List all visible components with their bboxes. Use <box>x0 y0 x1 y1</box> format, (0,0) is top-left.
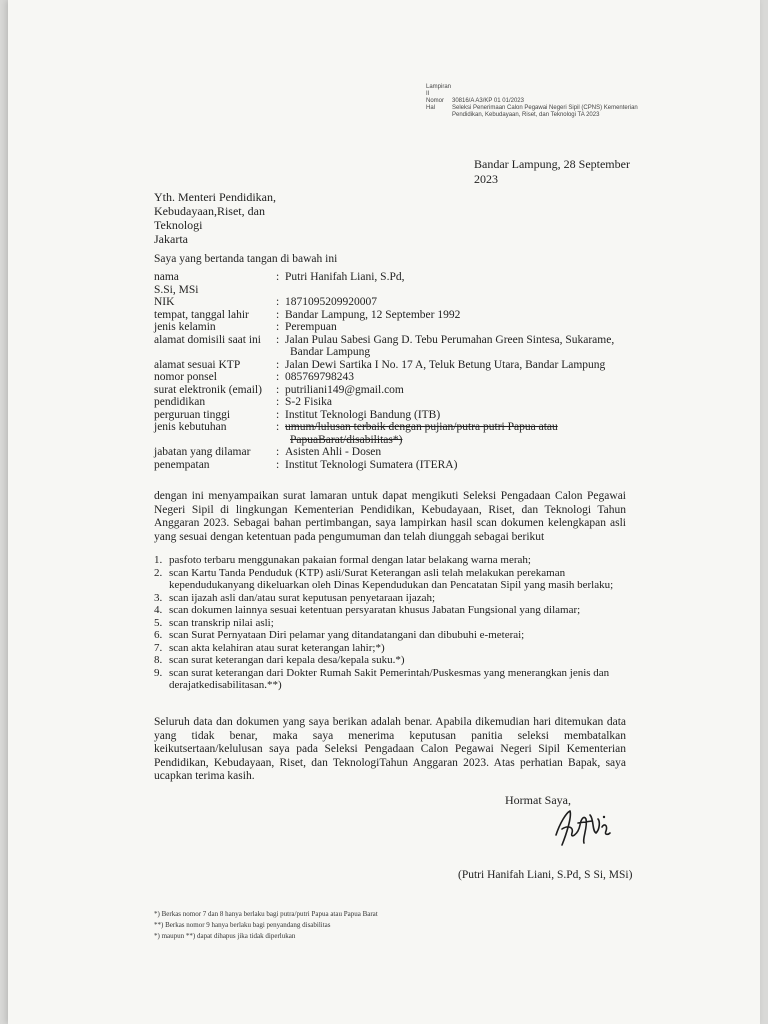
field-label: tempat, tanggal lahir <box>154 308 249 321</box>
field-value: S-2 Fisika <box>285 396 332 408</box>
field-value: 085769798243 <box>285 371 354 383</box>
field-colon: : <box>276 358 280 371</box>
list-number: 2. <box>154 566 163 579</box>
field-label <box>154 346 276 359</box>
field-label: alamat sesuai KTP <box>154 358 241 371</box>
list-number: 8. <box>154 654 163 666</box>
place-date: Bandar Lampung, 28 September 2023 <box>474 157 630 186</box>
field-label: jabatan yang dilamar <box>154 446 251 458</box>
document-list <box>154 554 624 692</box>
list-text: scan surat keterangan dari kepala desa/kepala suku.*) <box>169 654 405 666</box>
field-colon: : <box>276 383 280 396</box>
field-value: Asisten Ahli - Dosen <box>285 446 382 458</box>
list-item <box>154 617 624 630</box>
field-row <box>154 434 624 447</box>
addressee-line: Teknologi <box>154 218 203 232</box>
list-number: 6. <box>154 629 163 641</box>
addressee-line: Kebudayaan,Riset, dan <box>154 204 265 218</box>
list-number: 4. <box>154 604 163 616</box>
list-text: scan Surat Pernyataan Diri pelamar yang ditandatangani dan dibubuhi e-meterai; <box>169 629 525 641</box>
field-label: jenis kelamin <box>154 321 216 333</box>
footnote: *) maupun **) dapat dihapus jika tidak diperlukan <box>154 932 296 940</box>
list-text: scan akta kelahiran atau surat keterangan lahir;*) <box>169 641 385 654</box>
field-label: pendidikan <box>154 396 206 408</box>
footnotes <box>154 909 484 942</box>
field-row <box>154 271 624 284</box>
field-value <box>285 284 624 297</box>
field-colon: : <box>276 446 280 458</box>
field-label: jenis kebutuhan <box>154 421 227 433</box>
list-text: scan surat keterangan dari Dokter Rumah Sakit Pemerintah/Puskesmas yang menerangkan jenis dan derajatkedisabilitasan.**) <box>169 666 610 691</box>
field-value: Institut Teknologi Sumatera (ITERA) <box>285 458 458 471</box>
lampiran-row <box>426 98 652 105</box>
field-value: Institut Teknologi Bandung (ITB) <box>285 408 441 421</box>
lampiran-row <box>426 105 652 119</box>
field-colon: : <box>276 421 280 433</box>
letter-page <box>8 0 760 1024</box>
signer-name: (Putri Hanifah Liani, S.Pd, S Si, MSi) <box>458 869 633 881</box>
field-colon: : <box>276 296 280 308</box>
field-row <box>154 384 624 397</box>
field-row <box>154 309 624 322</box>
field-label <box>154 434 276 447</box>
field-label: perguruan tinggi <box>154 408 231 421</box>
field-colon <box>276 346 285 359</box>
list-number: 7. <box>154 641 163 654</box>
field-label: alamat domisili saat ini <box>154 333 261 346</box>
field-label: nama <box>154 271 179 283</box>
handwritten-signature <box>548 805 614 854</box>
lampiran-value: 30816/A A3/KP 01 01/2023 <box>452 98 524 104</box>
lampiran-block <box>426 84 652 119</box>
lampiran-row <box>426 84 652 98</box>
hormat-text: Hormat Saya, <box>505 793 571 807</box>
field-value: Putri Hanifah Liani, S.Pd, <box>285 271 405 283</box>
field-row <box>154 334 624 347</box>
field-label: nomor ponsel <box>154 371 217 383</box>
field-row <box>154 296 624 309</box>
list-text: scan transkrip nilai asli; <box>169 616 274 629</box>
field-label: penempatan <box>154 458 210 471</box>
list-number: 1. <box>154 554 163 566</box>
list-number: 5. <box>154 616 163 629</box>
field-value: 1871095209920007 <box>285 296 377 308</box>
field-value: Jalan Pulau Sabesi Gang D. Tebu Perumahan Green Sintesa, Sukarame, <box>285 333 615 346</box>
lampiran-key: Nomor <box>426 98 445 104</box>
footnote: **) Berkas nomor 9 hanya berlaku bagi penyandang disabilitas <box>154 921 331 929</box>
field-colon: : <box>276 321 280 333</box>
closing-paragraph: Seluruh data dan dokumen yang saya berikan adalah benar. Apabila dikemudian hari ditemukan data yang tidak benar, maka saya menerima keputusan panitia seleksi membatalkan keikutsertaan/kelulusan saya pada Seleksi Pengadaan Calon Pegawai Negeri Sipil Kementerian Pendidikan, Kebudayaan, Riset, dan TeknologiTahun Anggaran 2023. Atas perhatian Bapak, saya ucapkan terima kasih. <box>154 716 626 782</box>
field-row <box>154 371 624 384</box>
field-colon: : <box>276 408 280 421</box>
list-item <box>154 642 624 655</box>
list-text: scan ijazah asli dan/atau surat keputusan penyetaraan ijazah; <box>169 591 436 604</box>
list-text: scan Kartu Tanda Penduduk (KTP) asli/Surat Keterangan asli telah melakukan perekaman kependudukanyang dikeluarkan oleh Dinas Kependudukan dan Pencatatan Sipil yang masih berlaku; <box>169 566 614 591</box>
applicant-fields <box>154 271 624 471</box>
footnote: *) Berkas nomor 7 dan 8 hanya berlaku bagi putra/putri Papua atau Papua Barat <box>154 910 378 918</box>
field-row <box>154 346 624 359</box>
field-value: Bandar Lampung <box>290 346 371 358</box>
addressee-block <box>154 190 304 246</box>
field-colon <box>276 434 285 447</box>
list-item <box>154 592 624 605</box>
field-value: Perempuan <box>285 321 337 333</box>
intro-text: Saya yang bertanda tangan di bawah ini <box>154 253 338 265</box>
field-label: surat elektronik (email) <box>154 383 262 396</box>
field-colon: : <box>276 308 280 321</box>
field-colon: : <box>276 458 280 471</box>
list-number: 9. <box>154 666 163 679</box>
field-row <box>154 459 624 472</box>
field-colon: : <box>276 371 280 383</box>
field-row <box>154 359 624 372</box>
lampiran-value <box>452 84 652 98</box>
list-item <box>154 604 624 617</box>
list-item <box>154 554 624 567</box>
list-item <box>154 667 624 692</box>
field-label: S.Si, MSi <box>154 283 199 296</box>
field-label: NIK <box>154 296 175 308</box>
field-value: Jalan Dewi Sartika I No. 17 A, Teluk Betung Utara, Bandar Lampung <box>285 358 606 371</box>
field-colon: : <box>276 333 280 346</box>
list-text: pasfoto terbaru menggunakan pakaian formal dengan latar belakang warna merah; <box>169 554 531 566</box>
field-value: PapuaBarat/disabilitas*) <box>290 433 403 446</box>
lampiran-value: Seleksi Penerimaan Calon Pegawai Negeri Sipil (CPNS) Kementerian Pendidikan, Kebudayaan, Riset, dan Teknologi TA 2023 <box>452 105 638 118</box>
field-row <box>154 321 624 334</box>
field-colon <box>276 284 285 297</box>
field-value: Bandar Lampung, 12 September 1992 <box>285 308 461 321</box>
field-row <box>154 446 624 459</box>
addressee-line: Yth. Menteri Pendidikan, <box>154 190 276 204</box>
field-row <box>154 421 624 434</box>
field-value: putriliani149@gmail.com <box>285 383 404 396</box>
field-colon: : <box>276 396 280 408</box>
body-paragraph: dengan ini menyampaikan surat lamaran untuk dapat mengikuti Seleksi Pengadaan Calon Pegawai Negeri Sipil di lingkungan Kementerian Pendidikan, Kebudayaan, Riset, dan Teknologi Tahun Anggaran 2023. Sebagai bahan pertimbangan, saya lampirkan hasil scan dokumen kelengkapan asli yang sesuai dengan ketentuan pada pengumuman dan telah diunggah sebagai berikut <box>154 490 626 543</box>
list-text: scan dokumen lainnya sesuai ketentuan persyaratan khusus Jabatan Fungsional yang dilamar; <box>169 604 581 616</box>
lampiran-key: Hal <box>426 105 436 111</box>
addressee-line: Jakarta <box>154 232 188 246</box>
list-item <box>154 654 624 667</box>
field-colon: : <box>276 271 280 283</box>
list-item <box>154 567 624 592</box>
field-value: umum/lulusan terbaik dengan pujian/putra putri Papua atau <box>285 421 558 433</box>
list-number: 3. <box>154 591 163 604</box>
field-row <box>154 396 624 409</box>
field-row <box>154 284 624 297</box>
list-item <box>154 629 624 642</box>
lampiran-key: Lampiran II <box>426 84 452 97</box>
field-row <box>154 409 624 422</box>
